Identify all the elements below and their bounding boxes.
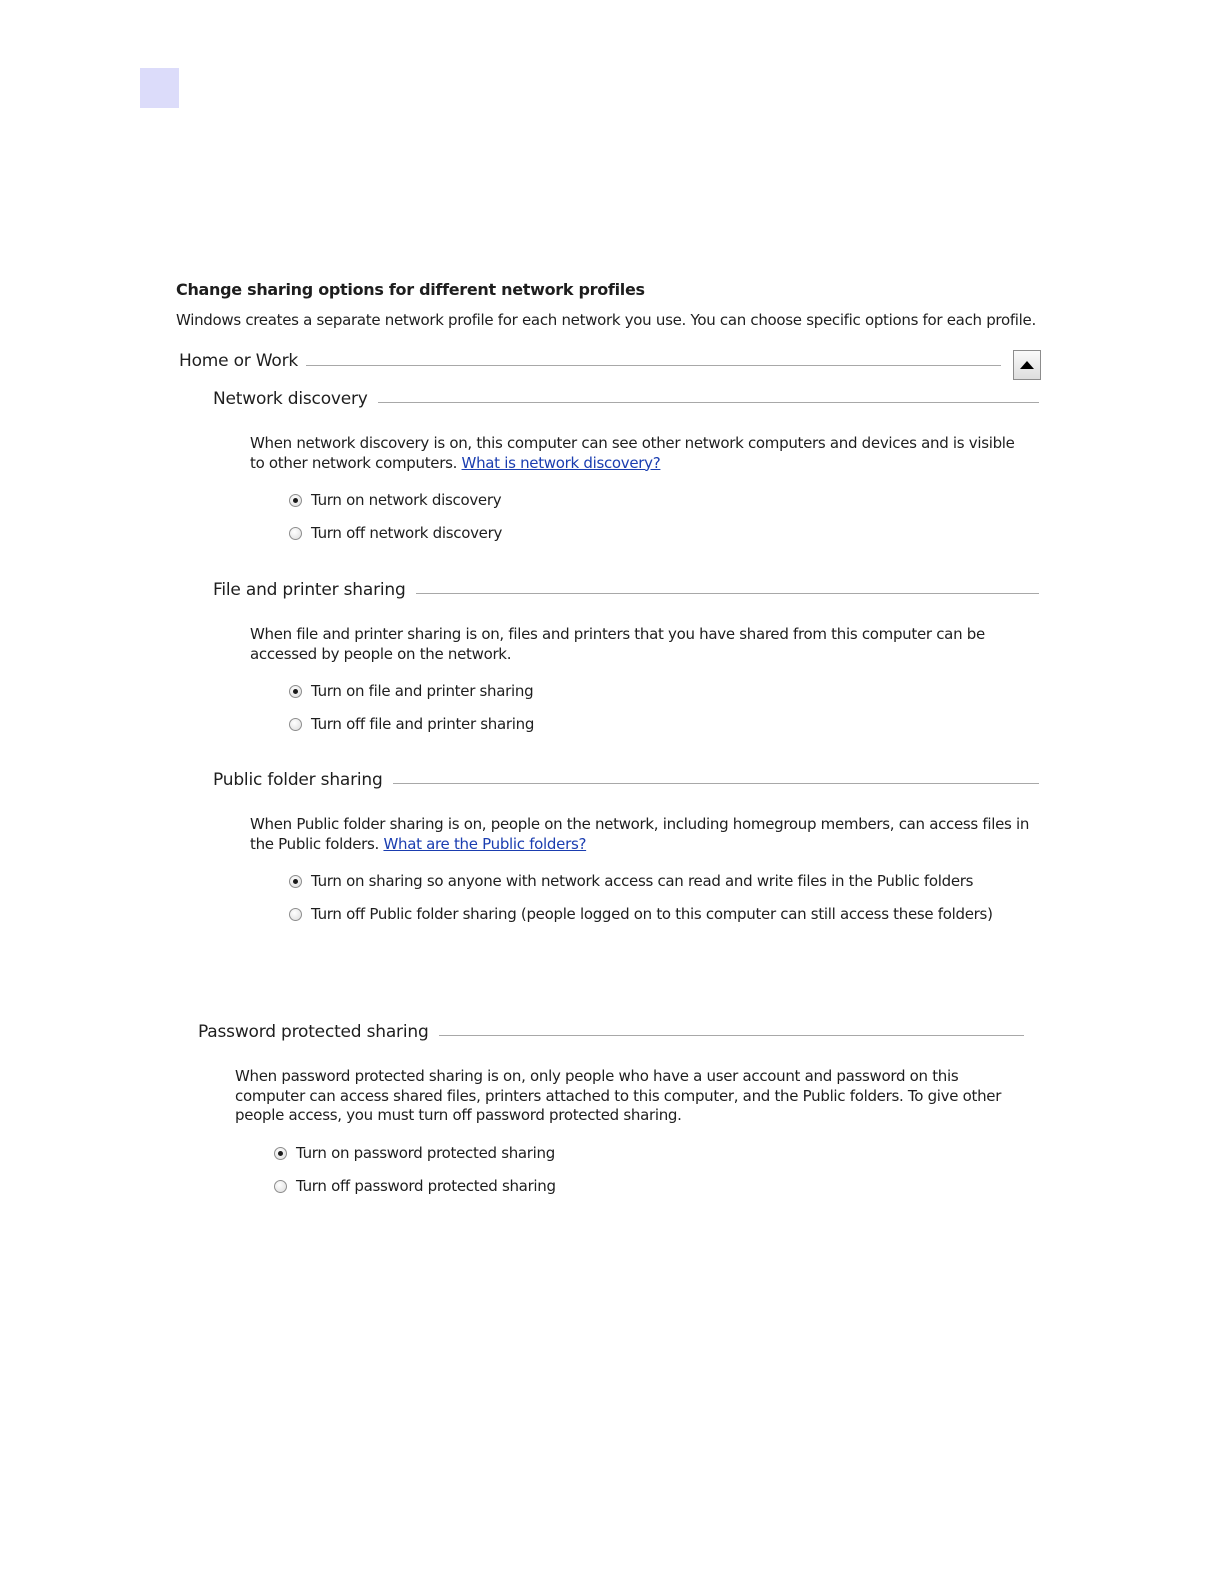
- option-label: Turn on password protected sharing: [296, 1144, 555, 1162]
- help-link-public-folders[interactable]: What are the Public folders?: [383, 834, 587, 853]
- option-label: Turn on sharing so anyone with network access can read and write files in the Public folders: [311, 872, 974, 890]
- radio-button-selected[interactable]: [289, 685, 302, 698]
- chevron-up-icon: [1020, 361, 1034, 369]
- section-network-discovery: [213, 389, 1039, 549]
- help-link-network-discovery[interactable]: What is network discovery?: [461, 453, 661, 472]
- radio-option-turn-off-network-discovery[interactable]: [289, 523, 502, 543]
- option-label: Turn off Public folder sharing (people logged on to this computer can still access these folders): [311, 905, 993, 923]
- corner-marker: [140, 68, 179, 108]
- option-label: Turn off password protected sharing: [296, 1177, 556, 1195]
- profile-header-home-or-work: [179, 350, 1041, 382]
- section-divider: [368, 402, 1039, 403]
- section-public-folder-sharing: [213, 770, 1039, 930]
- option-label: Turn off network discovery: [311, 524, 503, 542]
- intro-text: Windows creates a separate network profile for each network you use. You can choose specific options for each profile.: [176, 311, 1036, 329]
- radio-option-turn-off-file-and-printer-sharing[interactable]: [289, 714, 534, 734]
- radio-option-turn-off-public-folder-sharing[interactable]: [289, 904, 993, 924]
- description-text: When password protected sharing is on, only people who have a user account and password on this computer can access shared files, printers attached to this computer, and the Public folders. To give other people access, you must turn off password protected sharing.: [235, 1067, 1002, 1124]
- section-title: Password protected sharing: [198, 1022, 439, 1042]
- section-title: File and printer sharing: [213, 580, 416, 600]
- description-text: When Public folder sharing is on, people on the network, including homegroup members, can access files in the Public folders.: [250, 815, 1030, 853]
- section-description: [250, 815, 1030, 854]
- profile-divider: [305, 365, 1001, 366]
- option-label: Turn on file and printer sharing: [311, 682, 534, 700]
- radio-option-turn-on-password-protected-sharing[interactable]: [274, 1143, 555, 1163]
- radio-button[interactable]: [274, 1180, 287, 1193]
- option-label: Turn off file and printer sharing: [311, 715, 535, 733]
- description-text: When network discovery is on, this computer can see other network computers and devices and is visible to other network computers.: [250, 434, 1015, 472]
- radio-option-turn-on-file-and-printer-sharing[interactable]: [289, 681, 533, 701]
- radio-option-turn-on-network-discovery[interactable]: [289, 490, 501, 510]
- radio-button[interactable]: [289, 718, 302, 731]
- profile-label: Home or Work: [179, 351, 306, 371]
- page-heading: Change sharing options for different network profiles: [176, 280, 645, 299]
- option-label: Turn on network discovery: [311, 491, 502, 509]
- radio-button-selected[interactable]: [289, 494, 302, 507]
- section-title: Network discovery: [213, 389, 378, 409]
- radio-button[interactable]: [289, 908, 302, 921]
- section-description: [235, 1067, 1005, 1126]
- section-divider: [426, 1035, 1024, 1036]
- radio-button-selected[interactable]: [274, 1147, 287, 1160]
- section-password-protected-sharing: [198, 1022, 1024, 1212]
- section-divider: [403, 593, 1039, 594]
- radio-button-selected[interactable]: [289, 875, 302, 888]
- section-file-and-printer-sharing: [213, 580, 1039, 740]
- radio-button[interactable]: [289, 527, 302, 540]
- section-title: Public folder sharing: [213, 770, 393, 790]
- radio-option-turn-off-password-protected-sharing[interactable]: [274, 1176, 556, 1196]
- section-divider: [385, 783, 1039, 784]
- collapse-profile-button[interactable]: [1013, 350, 1041, 380]
- radio-option-turn-on-public-folder-sharing[interactable]: [289, 871, 973, 891]
- section-description: [250, 434, 1030, 473]
- section-description: [250, 625, 995, 664]
- description-text: When file and printer sharing is on, files and printers that you have shared from this computer can be accessed by people on the network.: [250, 625, 985, 663]
